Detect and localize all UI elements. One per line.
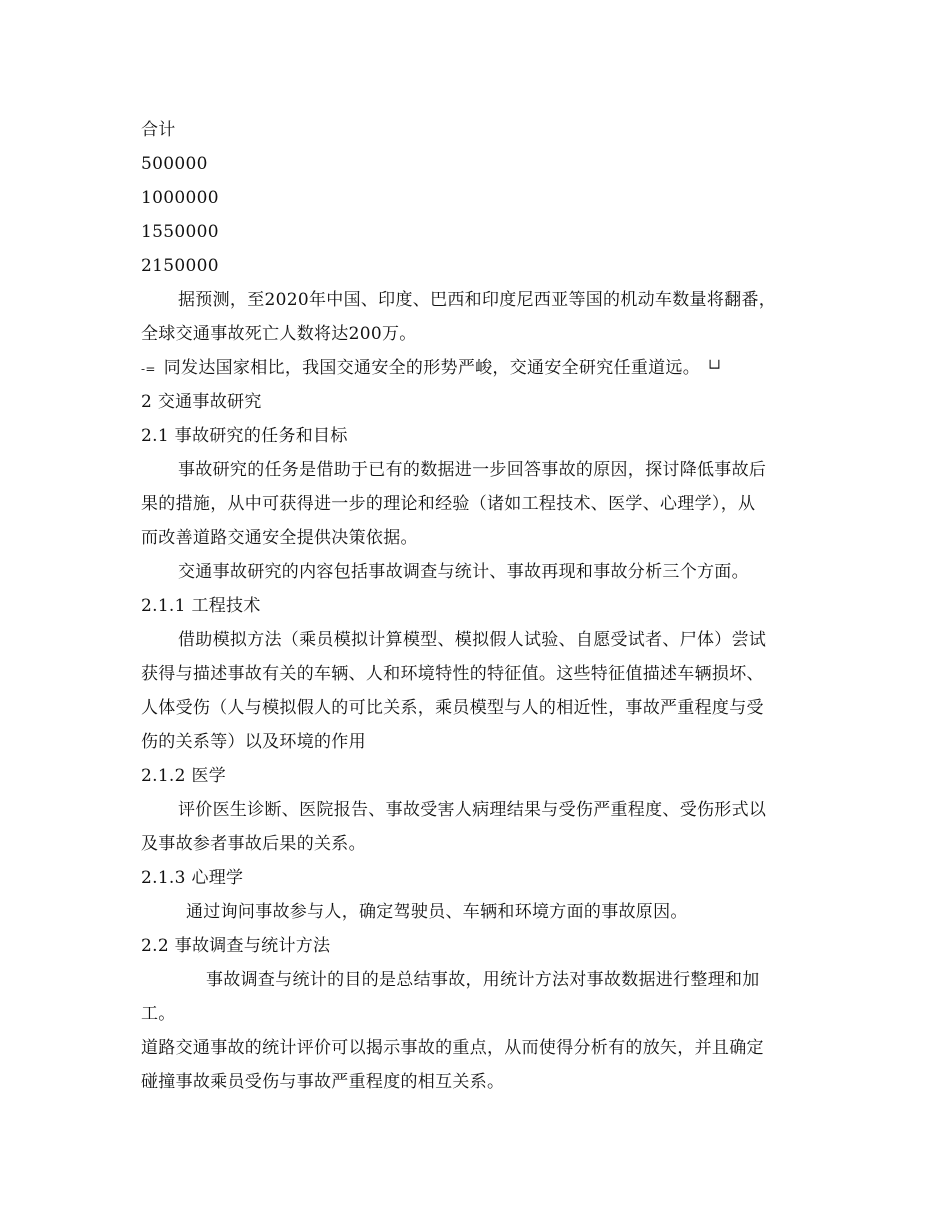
paragraph-2-2-line-2: 工。 bbox=[141, 1004, 176, 1024]
paragraph-2-1-line-1: 事故研究的任务是借助于已有的数据进一步回答事故的原因，探讨降低事故后 bbox=[178, 460, 767, 480]
paragraph-2-1-2-line-2: 及事故参者事故后果的关系。 bbox=[141, 834, 366, 854]
forecast-line-1: 据预测，至2020年中国、印度、巴西和印度尼西亚等国的机动车数量将翻番， bbox=[178, 290, 777, 310]
paragraph-2-1-1-line-1: 借助模拟方法（乘员模拟计算模型、模拟假人试验、自愿受试者、尸体）尝试 bbox=[178, 630, 767, 650]
paragraph-2-1-1-line-3: 人体受伤（人与模拟假人的可比关系，乘员模型与人的相近性，事故严重程度与受 bbox=[141, 698, 764, 718]
comparison-line bbox=[141, 357, 830, 380]
paragraph-2-1-1-line-2: 获得与描述事故有关的车辆、人和环境特性的特征值。这些特征值描述车辆损坏、 bbox=[141, 664, 764, 684]
artifact-mark: -= bbox=[141, 362, 156, 376]
heading-section-2-1-1: 2.1.1 工程技术 bbox=[141, 596, 261, 616]
heading-section-2-1: 2.1 事故研究的任务和目标 bbox=[141, 426, 348, 446]
paragraph-2-2-line-3: 道路交通事故的统计评价可以揭示事故的重点，从而使得分析有的放矢，并且确定 bbox=[141, 1038, 764, 1058]
forecast-line-2: 全球交通事故死亡人数将达200万。 bbox=[141, 324, 417, 344]
paragraph-2-1-line-3: 而改善道路交通安全提供决策依据。 bbox=[141, 528, 418, 548]
paragraph-2-2-line-1: 事故调查与统计的目的是总结事故，用统计方法对事故数据进行整理和加 bbox=[206, 970, 760, 990]
paragraph-2-1-line-4: 交通事故研究的内容包括事故调查与统计、事故再现和事故分析三个方面。 bbox=[178, 562, 749, 582]
table-total-label: 合计 bbox=[141, 120, 176, 140]
paragraph-2-2-line-4: 碰撞事故乘员受伤与事故严重程度的相互关系。 bbox=[141, 1072, 505, 1092]
comparison-text: 同发达国家相比，我国交通安全的形势严峻，交通安全研究任重道远。 bbox=[163, 358, 701, 378]
paragraph-2-1-3-line-1: 通过询问事故参与人，确定驾驶员、车辆和环境方面的事故原因。 bbox=[186, 902, 688, 922]
heading-section-2-1-3: 2.1.3 心理学 bbox=[141, 868, 244, 888]
artifact-end-mark: └┘ bbox=[706, 361, 724, 377]
table-value-2: 1000000 bbox=[141, 188, 219, 208]
table-value-3: 1550000 bbox=[141, 222, 219, 242]
paragraph-2-1-line-2: 果的措施，从中可获得进一步的理论和经验（诸如工程技术、医学、心理学），从 bbox=[141, 494, 756, 514]
table-value-1: 500000 bbox=[141, 154, 208, 174]
heading-section-2: 2 交通事故研究 bbox=[141, 392, 262, 412]
paragraph-2-1-2-line-1: 评价医生诊断、医院报告、事故受害人病理结果与受伤严重程度、受伤形式以 bbox=[178, 800, 767, 820]
table-value-4: 2150000 bbox=[141, 256, 219, 276]
paragraph-2-1-1-line-4: 伤的关系等）以及环境的作用 bbox=[141, 732, 366, 752]
heading-section-2-2: 2.2 事故调查与统计方法 bbox=[141, 936, 331, 956]
heading-section-2-1-2: 2.1.2 医学 bbox=[141, 766, 227, 786]
